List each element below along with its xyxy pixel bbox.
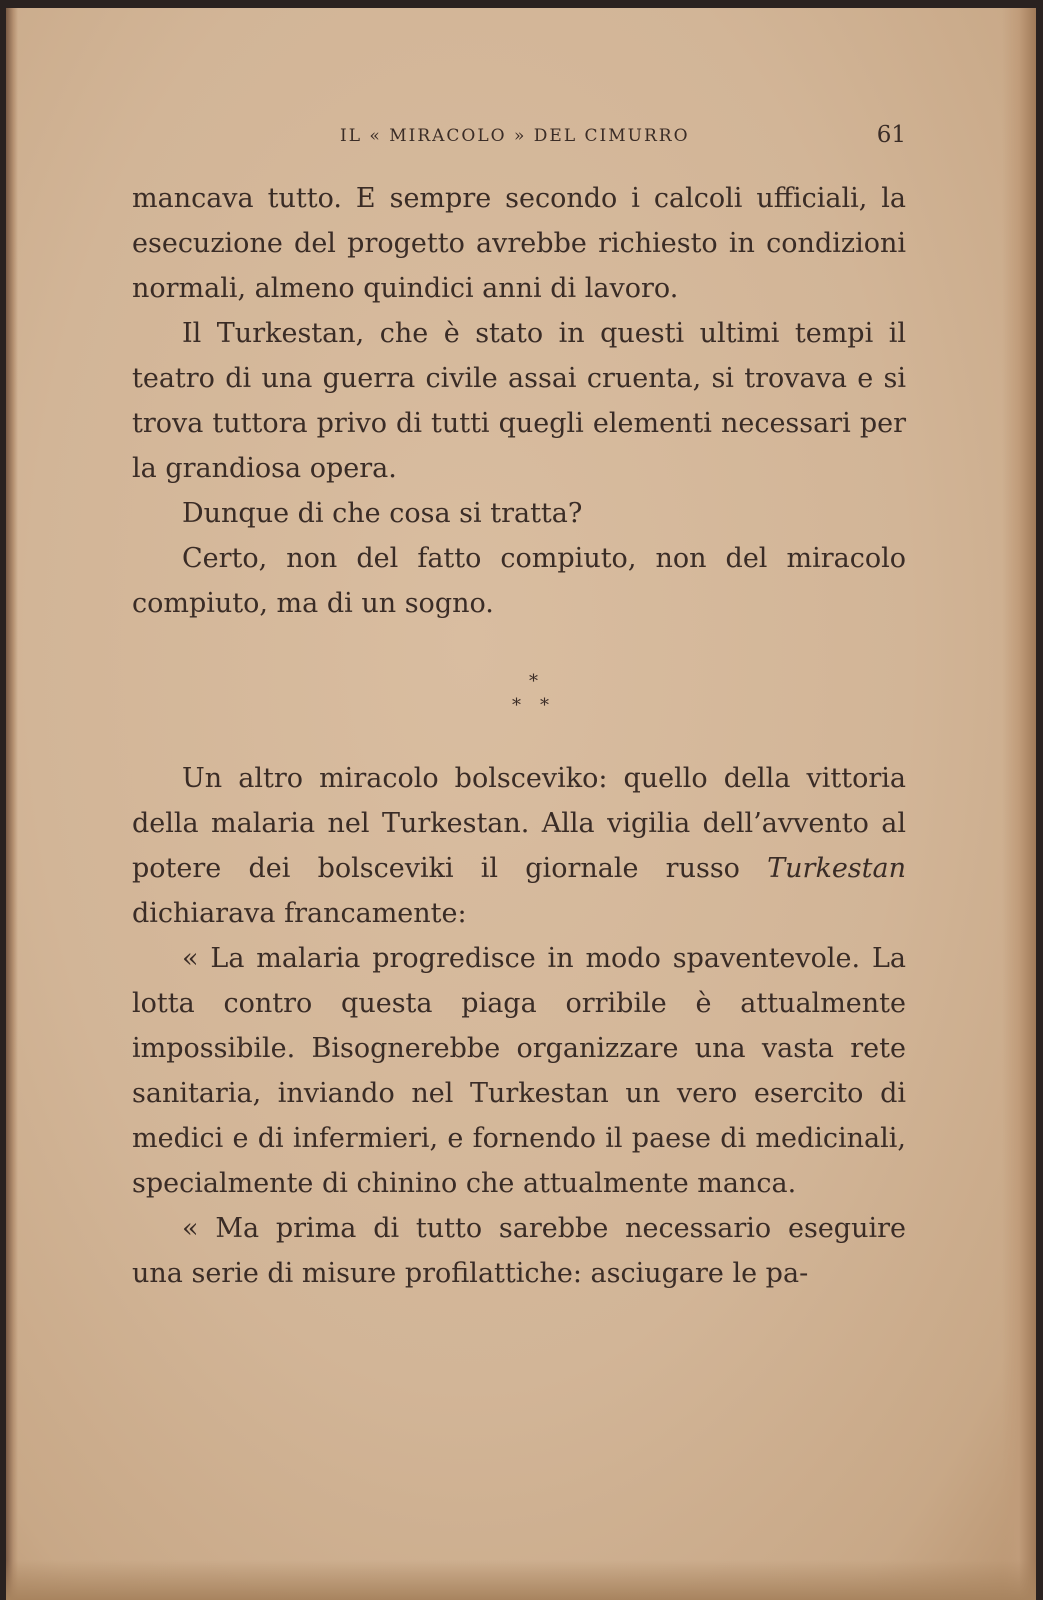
paragraph-text: dichiarava francamente: [132, 898, 467, 929]
quoted-paragraph: « La malaria progredisce in modo spaventevole. La lotta contro questa piaga orribile è attualmente impossibile. Bisognerebbe organizzare una vasta rete sanitaria, inviando nel Turkestan un vero esercito di medici e di infermieri, e fornendo il paese di medicinali, specialmente di chinino che attualmente manca. [132, 943, 906, 1199]
page-left-edge [6, 8, 18, 1600]
running-title: IL « MIRACOLO » DEL CIMURRO [340, 126, 690, 146]
paragraph-text: Un altro miracolo bolsceviko: quello della vittoria della malaria nel Turkestan. Alla vigilia dell’avvento al potere dei bolsceviki il giornale russo [132, 763, 906, 884]
asterism-separator [486, 673, 586, 723]
separator-star: * [540, 695, 549, 716]
separator-star: * [512, 695, 521, 716]
book-page [6, 8, 1036, 1600]
paragraph: Certo, non del fatto compiuto, non del miracolo compiuto, ma di un sogno. [132, 543, 906, 619]
paragraph: Dunque di che cosa si tratta? [182, 498, 583, 529]
text-section-1 [132, 176, 906, 626]
quoted-paragraph: « Ma prima di tutto sarebbe necessario eseguire una serie di misure profilattiche: asciugare le pa- [132, 1213, 906, 1289]
paragraph: Il Turkestan, che è stato in questi ultimi tempi il teatro di una guerra civile assai cruenta, si trovava e si trova tuttora privo di tutti quegli elementi necessari per la grandiosa opera. [132, 318, 906, 484]
page-bottom-edge [6, 1560, 1036, 1600]
paragraph [132, 756, 906, 936]
page-number: 61 [876, 122, 906, 148]
text-section-2 [132, 756, 906, 1296]
separator-star: * [529, 671, 538, 692]
page-right-edge [1002, 8, 1036, 1600]
running-header [306, 120, 906, 154]
newspaper-title: Turkestan [767, 853, 906, 884]
paragraph: mancava tutto. E sempre secondo i calcoli ufficiali, la esecuzione del progetto avrebbe richiesto in condizioni normali, almeno quindici anni di lavoro. [132, 183, 906, 304]
